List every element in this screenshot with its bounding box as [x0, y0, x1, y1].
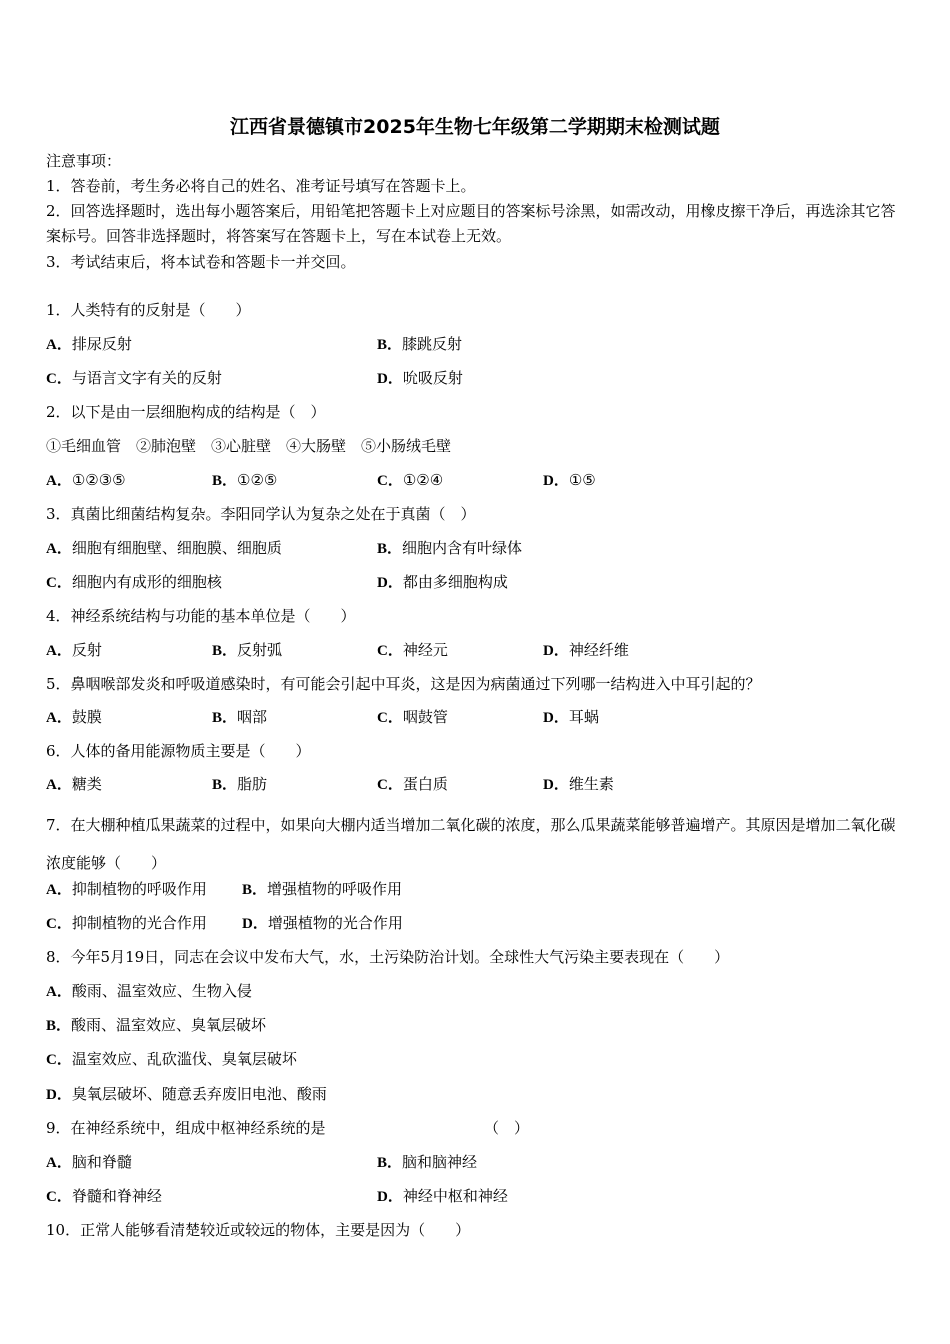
option-d: [543, 706, 599, 729]
option-c: [46, 571, 222, 594]
option-label: B．: [377, 1155, 403, 1171]
option-d: [543, 773, 614, 796]
option-b: [377, 333, 462, 356]
question-stem: 6．人体的备用能源物质主要是（ ）: [46, 742, 311, 760]
option-d: [377, 571, 508, 594]
option-label: D．: [46, 1087, 72, 1103]
option-d: [242, 912, 403, 935]
option-label: C．: [377, 473, 403, 489]
option-text: ①②③⑤: [71, 471, 126, 489]
option-label: B．: [46, 1018, 72, 1034]
option-label: C．: [377, 777, 403, 793]
option-label: D．: [543, 643, 569, 659]
option-a: [46, 333, 132, 356]
question-stem: 2．以下是由一层细胞构成的结构是（ ）: [46, 403, 326, 421]
option-label: C．: [377, 643, 403, 659]
option-text: 酸雨、温室效应、生物入侵: [71, 982, 252, 1000]
option-label: B．: [242, 882, 268, 898]
option-text: 臭氧层破坏、随意丢弃废旧电池、酸雨: [71, 1085, 327, 1103]
option-c: [377, 469, 443, 492]
option-a: [46, 639, 102, 662]
option-text: 脂肪: [237, 775, 268, 793]
notice-heading: 注意事项：: [46, 152, 122, 170]
notice-item: 3．考试结束后，将本试卷和答题卡一并交回。: [46, 253, 356, 271]
option-text: 神经中枢和神经: [402, 1187, 508, 1205]
option-label: D．: [377, 575, 403, 591]
notice-item: 2．回答选择题时，选出每小题答案后，用铅笔把答题卡上对应题目的答案标号涂黑，如需改动，用橡皮擦干净后，再选涂其它答案标号。回答非选择题时，将答案写在答题卡上，写在本试卷上无效。: [46, 202, 896, 245]
option-c: [377, 706, 448, 729]
option-label: B．: [377, 337, 403, 353]
option-label: B．: [377, 541, 403, 557]
option-text: 与语言文字有关的反射: [71, 369, 222, 387]
option-d: [543, 639, 629, 662]
option-a: [46, 537, 282, 560]
option-text: 脊髓和脊神经: [71, 1187, 162, 1205]
option-c: [377, 773, 448, 796]
option-b: [212, 469, 277, 492]
option-d: [377, 367, 463, 390]
question-extra: ①毛细血管 ②肺泡壁 ③心脏壁 ④大肠壁 ⑤小肠绒毛壁: [46, 437, 452, 455]
option-text: 糖类: [71, 775, 102, 793]
option-text: 细胞内含有叶绿体: [402, 539, 523, 557]
option-label: D．: [242, 916, 268, 932]
option-text: 细胞有细胞壁、细胞膜、细胞质: [71, 539, 282, 557]
option-label: A．: [46, 882, 72, 898]
option-label: A．: [46, 1155, 72, 1171]
option-label: A．: [46, 710, 72, 726]
option-a: [46, 1151, 132, 1174]
option-label: B．: [212, 777, 238, 793]
option-a: [46, 980, 252, 1003]
option-a: [46, 878, 207, 901]
option-text: 酸雨、温室效应、臭氧层破坏: [71, 1016, 267, 1034]
option-label: A．: [46, 984, 72, 1000]
option-text: ①②⑤: [237, 471, 278, 489]
option-c: [46, 1048, 297, 1071]
option-label: C．: [46, 916, 72, 932]
option-text: 鼓膜: [71, 708, 102, 726]
option-b: [212, 773, 267, 796]
option-text: 脑和脊髓: [71, 1153, 132, 1171]
option-text: 温室效应、乱砍滥伐、臭氧层破坏: [71, 1050, 297, 1068]
option-b: [46, 1014, 266, 1037]
option-text: 神经元: [402, 641, 448, 659]
option-text: 抑制植物的呼吸作用: [71, 880, 207, 898]
option-label: D．: [377, 1189, 403, 1205]
option-c: [46, 1185, 162, 1208]
page-title: 江西省景德镇市2025年生物七年级第二学期期末检测试题: [230, 116, 720, 138]
option-label: B．: [212, 643, 238, 659]
option-b: [377, 1151, 477, 1174]
option-label: C．: [46, 371, 72, 387]
option-a: [46, 706, 102, 729]
option-text: 反射: [71, 641, 102, 659]
option-c: [46, 912, 207, 935]
option-d: [46, 1083, 327, 1106]
option-text: 维生素: [568, 775, 614, 793]
option-label: C．: [377, 710, 403, 726]
option-label: A．: [46, 541, 72, 557]
question-stem: 9．在神经系统中，组成中枢神经系统的是: [46, 1119, 326, 1137]
question-stem-tail: （ ）: [484, 1119, 530, 1137]
option-label: B．: [212, 710, 238, 726]
option-text: ①⑤: [568, 471, 596, 489]
option-d: [543, 469, 596, 492]
option-text: 膝跳反射: [402, 335, 463, 353]
option-b: [212, 706, 267, 729]
option-a: [46, 469, 126, 492]
option-label: A．: [46, 337, 72, 353]
option-text: 增强植物的光合作用: [267, 914, 403, 932]
option-label: C．: [46, 1189, 72, 1205]
option-text: 脑和脑神经: [402, 1153, 478, 1171]
option-label: D．: [543, 777, 569, 793]
option-b: [377, 537, 522, 560]
option-c: [377, 639, 448, 662]
question-stem: 10．正常人能够看清楚较近或较远的物体，主要是因为（ ）: [46, 1221, 471, 1239]
option-text: 细胞内有成形的细胞核: [71, 573, 222, 591]
option-text: 咽鼓管: [402, 708, 448, 726]
option-text: 增强植物的呼吸作用: [267, 880, 403, 898]
option-label: A．: [46, 473, 72, 489]
option-label: C．: [46, 1052, 72, 1068]
option-a: [46, 773, 102, 796]
option-text: 吮吸反射: [402, 369, 463, 387]
question-stem: 8．今年5月19日，同志在会议中发布大气，水，土污染防治计划。全球性大气污染主要表现在（ ）: [46, 948, 730, 966]
question-stem: 5．鼻咽喉部发炎和呼吸道感染时，有可能会引起中耳炎，这是因为病菌通过下列哪一结构进入中耳引起的？: [46, 675, 761, 693]
question-stem: 7．在大棚种植瓜果蔬菜的过程中，如果向大棚内适当增加二氧化碳的浓度，那么瓜果蔬菜能够普遍增产。其原因是增加二氧化碳浓度能够（ ）: [46, 816, 896, 872]
option-label: A．: [46, 777, 72, 793]
option-b: [242, 878, 402, 901]
option-text: 神经纤维: [568, 641, 629, 659]
option-text: 抑制植物的光合作用: [71, 914, 207, 932]
option-c: [46, 367, 222, 390]
option-label: A．: [46, 643, 72, 659]
option-text: 都由多细胞构成: [402, 573, 508, 591]
option-label: D．: [543, 473, 569, 489]
option-text: 反射弧: [237, 641, 283, 659]
option-text: 耳蜗: [568, 708, 599, 726]
option-text: 咽部: [237, 708, 268, 726]
question-stem: 1．人类特有的反射是（ ）: [46, 301, 251, 319]
question-stem: 4．神经系统结构与功能的基本单位是（ ）: [46, 607, 356, 625]
notice-item: 1．答卷前，考生务必将自己的姓名、准考证号填写在答题卡上。: [46, 177, 476, 195]
option-text: 排尿反射: [71, 335, 132, 353]
option-label: C．: [46, 575, 72, 591]
option-label: B．: [212, 473, 238, 489]
option-text: 蛋白质: [402, 775, 448, 793]
option-label: D．: [377, 371, 403, 387]
option-b: [212, 639, 282, 662]
option-d: [377, 1185, 508, 1208]
option-text: ①②④: [402, 471, 444, 489]
question-stem: 3．真菌比细菌结构复杂。李阳同学认为复杂之处在于真菌（ ）: [46, 505, 476, 523]
option-label: D．: [543, 710, 569, 726]
